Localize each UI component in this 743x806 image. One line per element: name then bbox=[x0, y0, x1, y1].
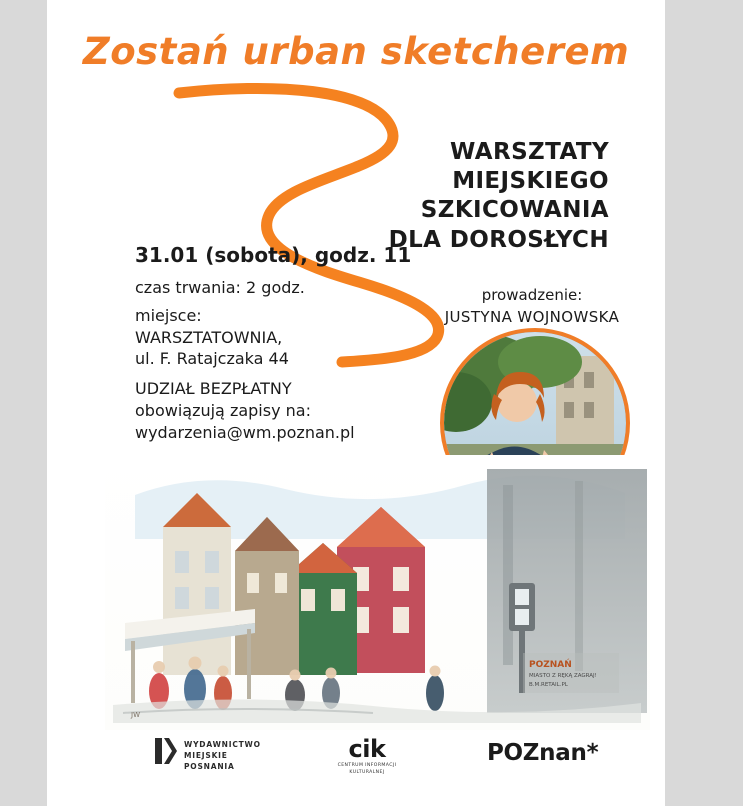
cik-sub-line-2: KULTURALNEJ bbox=[349, 769, 385, 775]
registration-note: obowiązują zapisy na: bbox=[135, 401, 311, 421]
wm-line-2: MIEJSKIE bbox=[184, 750, 228, 760]
watercolor-cityscape-illustration bbox=[105, 455, 650, 730]
workshop-title-line-2: MIEJSKIEGO SZKICOWANIA bbox=[420, 168, 609, 224]
logo-wydawnictwo-miejskie bbox=[155, 738, 261, 773]
cik-sub-line-1: CENTRUM INFORMACJI bbox=[337, 763, 397, 768]
registration-email: wydarzenia@wm.poznan.pl bbox=[135, 423, 355, 443]
poznan-wordmark: POZnan bbox=[487, 740, 587, 766]
wm-mark-icon bbox=[155, 738, 177, 764]
logo-poznan bbox=[487, 740, 598, 766]
instructor-label: prowadzenie: bbox=[481, 286, 583, 304]
logo-cik bbox=[327, 737, 407, 777]
wm-line-1: WYDAWNICTWO bbox=[184, 740, 261, 749]
instructor-block bbox=[427, 285, 637, 329]
svg-text:JW: JW bbox=[131, 711, 140, 719]
free-participation-note: UDZIAŁ BEZPŁATNY bbox=[135, 379, 292, 398]
event-datetime: 31.01 (sobota), godz. 11 bbox=[135, 243, 412, 267]
workshop-title bbox=[279, 138, 609, 255]
workshop-title-line-1: WARSZTATY bbox=[450, 139, 609, 165]
place-label: miejsce: bbox=[135, 306, 202, 325]
poster-canvas bbox=[47, 0, 665, 806]
svg-text:POZNAŃ: POZNAŃ bbox=[529, 660, 572, 670]
cik-wordmark: cik bbox=[348, 735, 386, 763]
place-street: ul. F. Ratajczaka 44 bbox=[135, 349, 289, 369]
place-venue: WARSZTATOWNIA, bbox=[135, 327, 283, 347]
event-duration: czas trwania: 2 godz. bbox=[135, 278, 305, 297]
event-place bbox=[135, 305, 289, 370]
poster-headline: Zostań urban sketcherem bbox=[82, 30, 630, 73]
svg-text:MIASTO Z RĘKĄ ZAGRAJ!: MIASTO Z RĘKĄ ZAGRAJ! bbox=[529, 673, 597, 679]
signup-info bbox=[135, 378, 355, 444]
wm-line-3: POSNANIA bbox=[184, 761, 235, 771]
cik-subtitle bbox=[327, 763, 407, 777]
logo-strip bbox=[47, 735, 665, 785]
svg-text:B.M.RETAIL.PL: B.M.RETAIL.PL bbox=[529, 682, 568, 688]
workshop-title-line-3: DLA DOROSŁYCH bbox=[388, 226, 609, 253]
instructor-name: JUSTYNA WOJNOWSKA bbox=[444, 307, 620, 326]
wm-logo-text bbox=[184, 738, 261, 773]
poznan-star-icon: * bbox=[586, 740, 599, 766]
